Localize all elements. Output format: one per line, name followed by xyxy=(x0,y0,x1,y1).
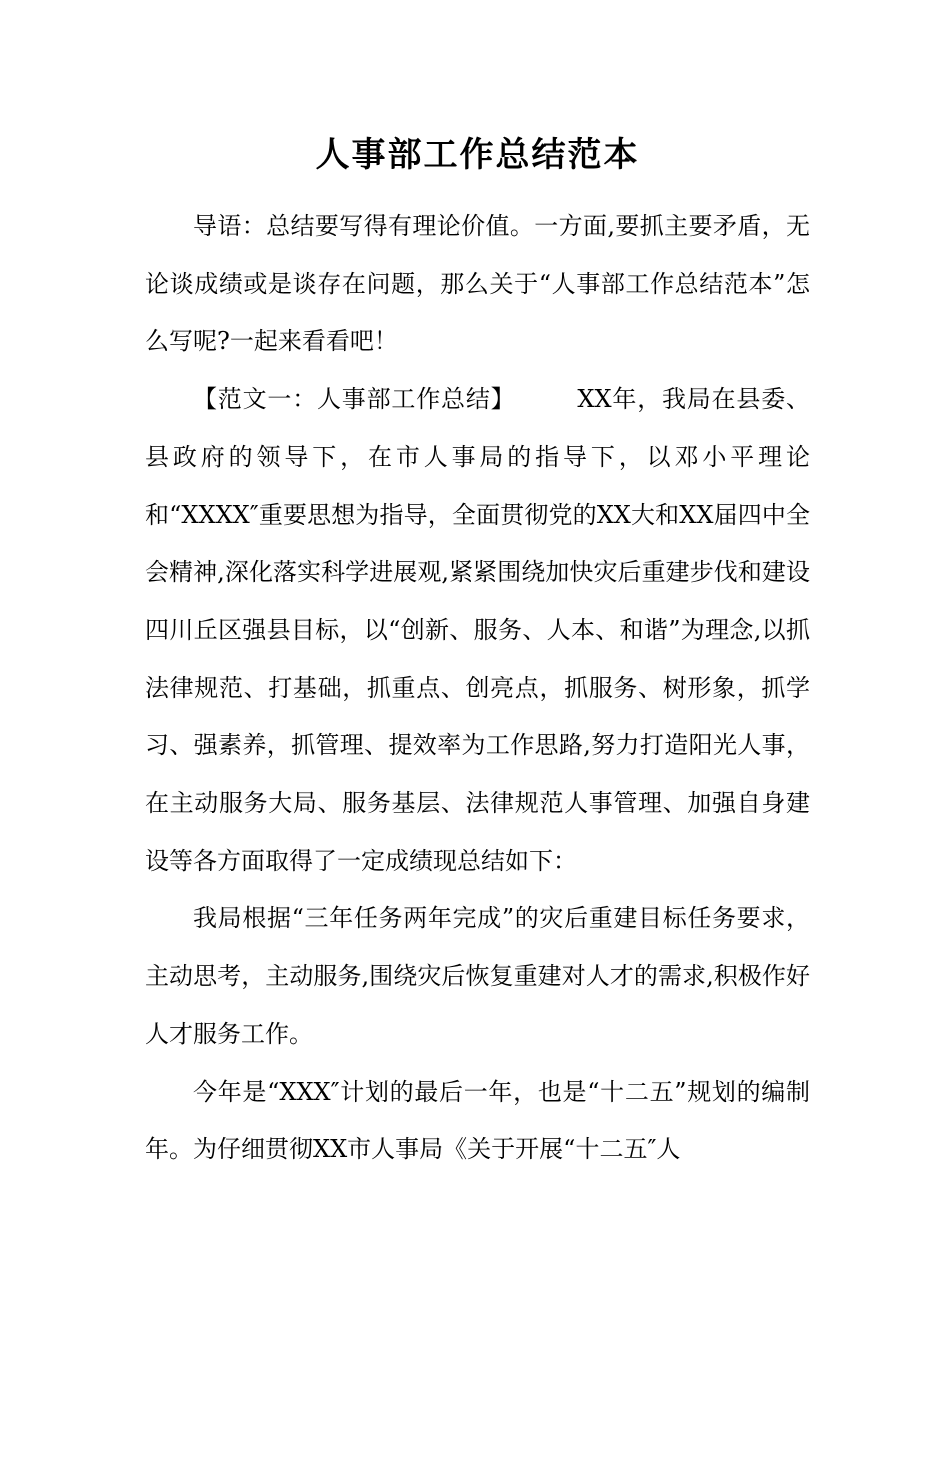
document-title: 人事部工作总结范本 xyxy=(315,135,640,175)
intro-paragraph: 导语：总结要写得有理论价值。一方面,要抓主要矛盾，无论谈成绩或是谈存在问题，那么关于“人事部工作总结范本”怎么写呢?一起来看看吧！ xyxy=(145,212,810,356)
section-body: XX年，我局在县委、县政府的领导下，在市人事局的指导下，以邓小平理论和“XXXX″重要思想为指导，全面贯彻党的XX大和XX届四中全会精神,深化落实科学进展观,紧紧围绕加快灾后重建步伐和建设四川丘区强县目标，以“创新、服务、人本、和谐”为理念,以抓法律规范、打基础，抓重点、创亮点，抓服务、树形象，抓学习、强素养，抓管理、提效率为工作思路,努力打造阳光人事，在主动服务大局、服务基层、法律规范人事管理、加强自身建设等各方面取得了一定成绩现总结如下： xyxy=(145,385,811,875)
body-paragraph: 今年是“XXX″计划的最后一年，也是“十二五”规划的编制年。为仔细贯彻XX市人事局《关于开展“十二五″人 xyxy=(145,1077,810,1164)
section-one-paragraph xyxy=(145,371,810,890)
document-page xyxy=(0,130,950,1474)
section-heading: 【范文一：人事部工作总结】 xyxy=(193,385,516,414)
body-paragraph: 我局根据“三年任务两年完成”的灾后重建目标任务要求，主动思考，主动服务,围绕灾后恢复重建对人才的需求,积极作好人才服务工作。 xyxy=(145,904,810,1048)
